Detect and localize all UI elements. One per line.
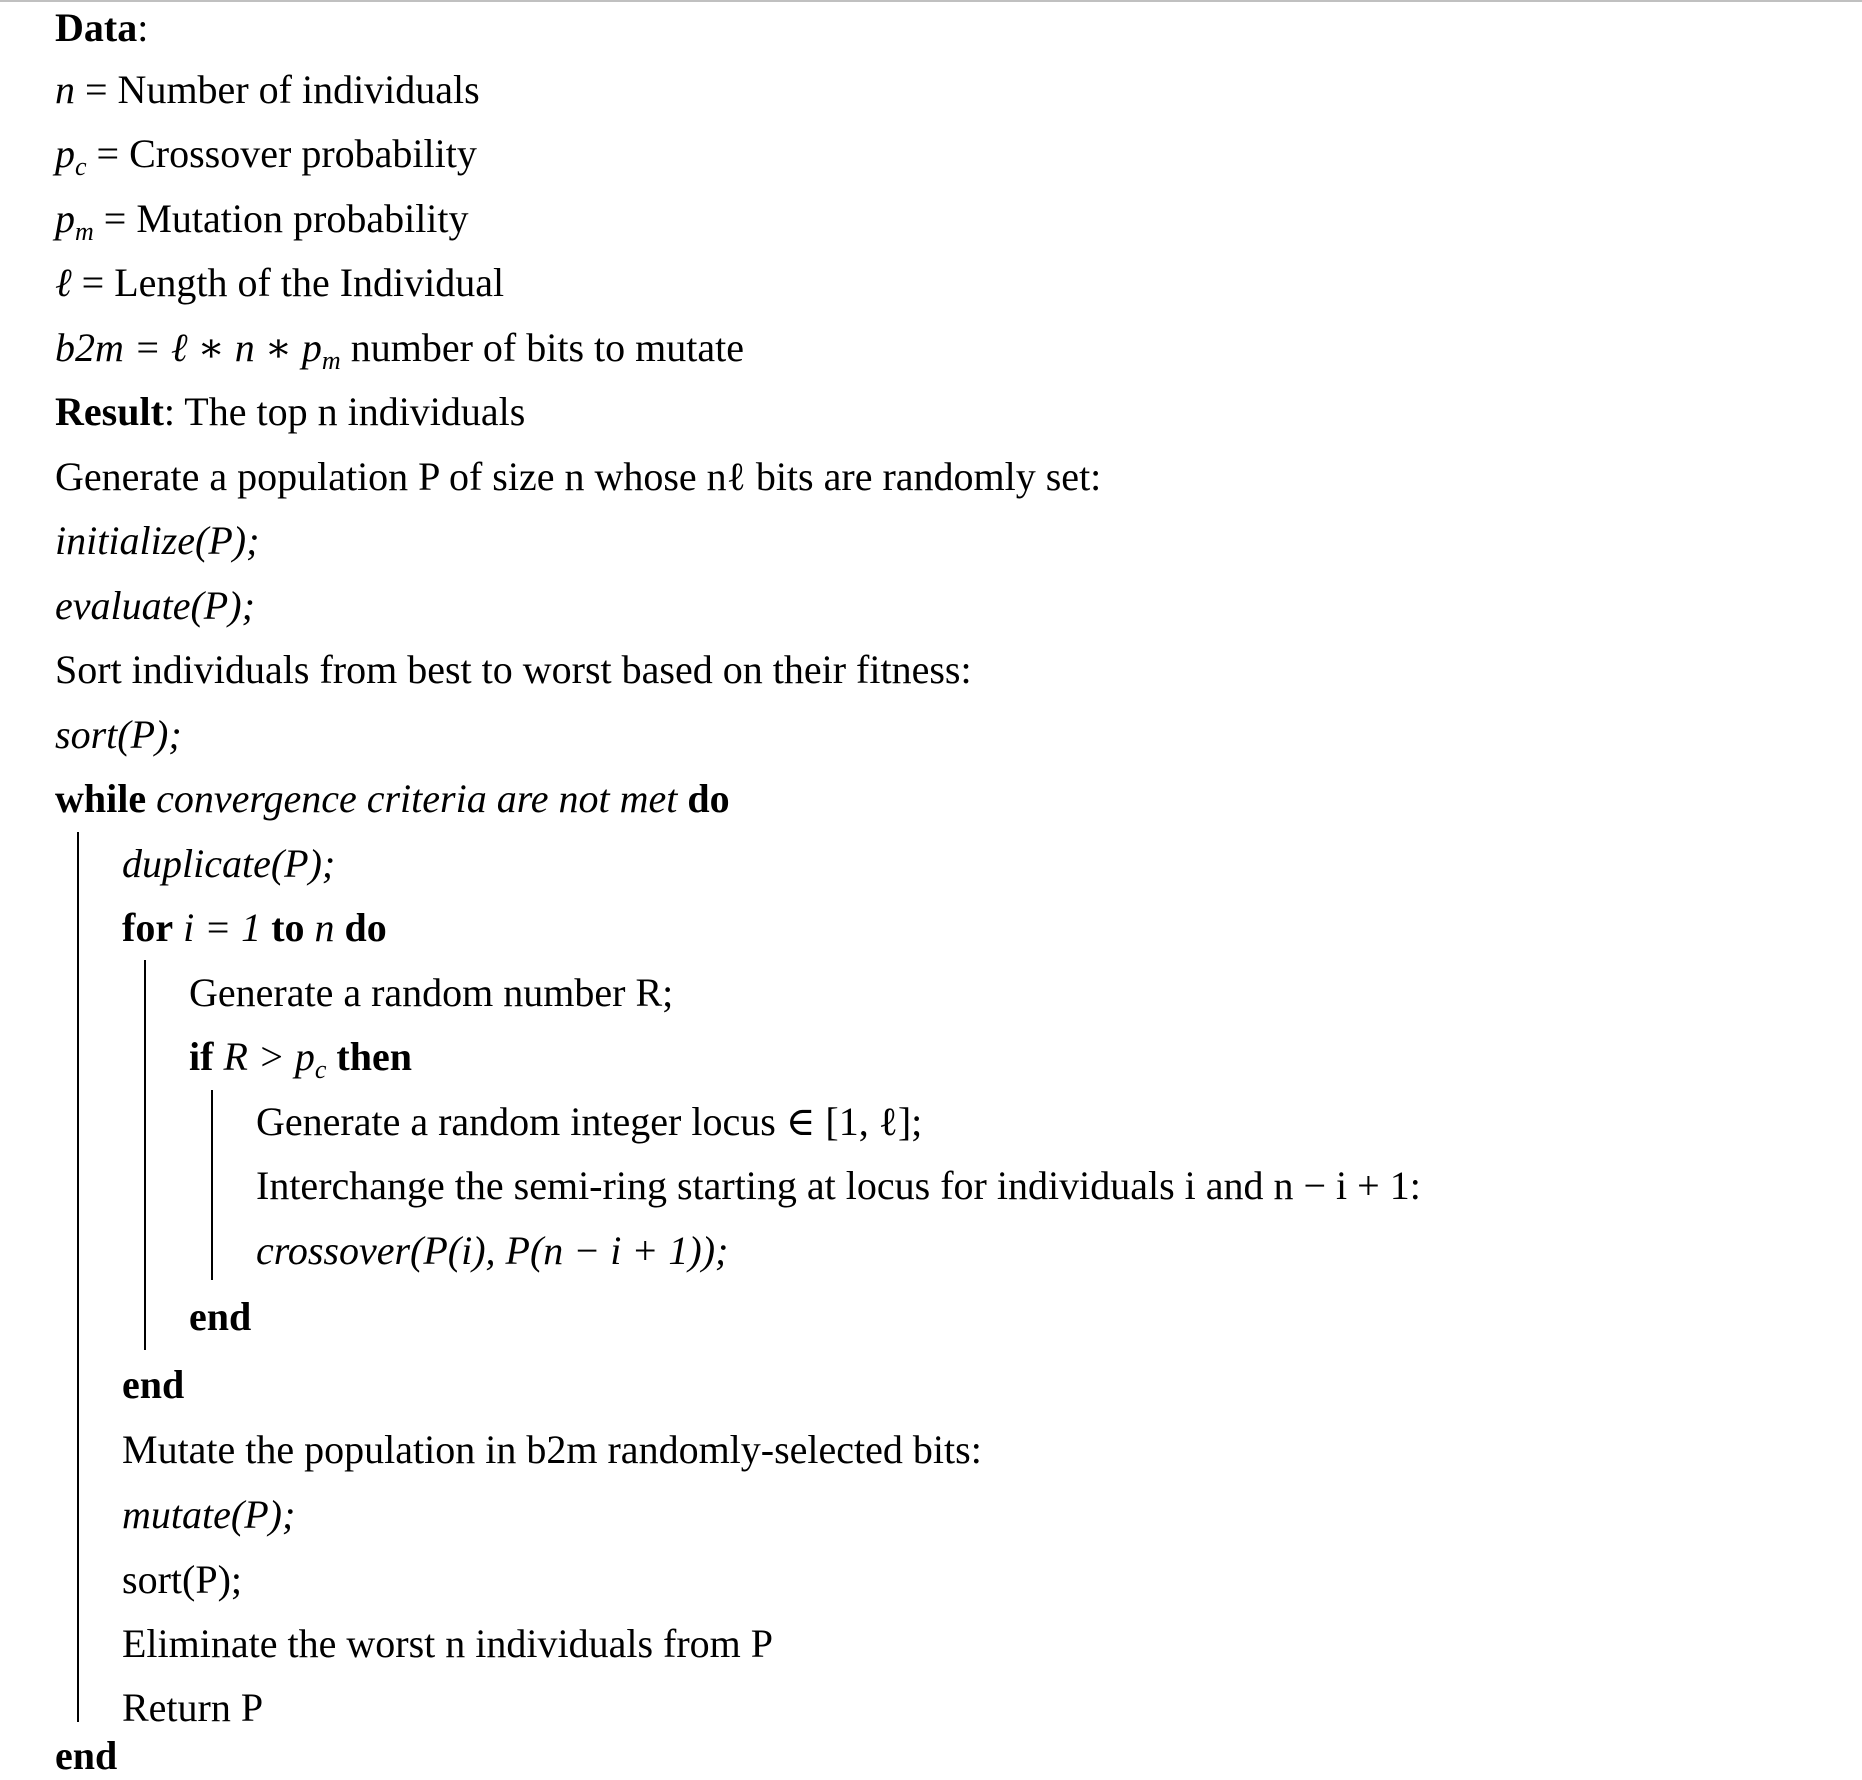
- top-rule: [0, 0, 1862, 2]
- line-sort-description: Sort individuals from best to worst based on their fitness:: [55, 647, 972, 692]
- line-interchange: Interchange the semi-ring starting at locus for individuals i and n − i + 1:: [256, 1163, 1421, 1208]
- line-sort: sort(P);: [55, 712, 182, 757]
- line-crossover: crossover(P(i), P(n − i + 1));: [256, 1228, 729, 1273]
- end-while: end: [55, 1733, 118, 1778]
- data-item-n: n = Number of individuals: [55, 67, 480, 112]
- line-sort-again: sort(P);: [122, 1557, 242, 1602]
- data-item-pc: $p_c$ = Crossover probability: [55, 131, 477, 181]
- line-mutate: mutate(P);: [122, 1492, 296, 1537]
- for-block-rule: [144, 960, 146, 1350]
- end-for: end: [122, 1362, 185, 1407]
- end-if: end: [189, 1294, 252, 1339]
- while-block-rule: [77, 832, 79, 1722]
- data-heading: Data:: [55, 5, 149, 50]
- line-duplicate: duplicate(P);: [122, 841, 336, 886]
- for-header: for i = 1 to n do: [122, 905, 387, 950]
- line-evaluate: evaluate(P);: [55, 583, 255, 628]
- data-item-pm: $p_m$ = Mutation probability: [55, 196, 469, 246]
- result-line: Result: The top n individuals: [55, 389, 526, 434]
- line-mutate-description: Mutate the population in b2m randomly-selected bits:: [122, 1427, 982, 1472]
- if-block-rule: [211, 1090, 213, 1280]
- line-generate-random: Generate a random number R;: [189, 970, 674, 1015]
- data-item-b2m: b2m = ℓ ∗ n ∗ $p_m$ number of bits to mutate: [55, 325, 744, 375]
- data-item-length: ℓ = Length of the Individual: [55, 260, 505, 305]
- line-generate-population: Generate a population P of size n whose nℓ bits are randomly set:: [55, 454, 1102, 499]
- line-generate-locus: Generate a random integer locus ∈ [1, ℓ];: [256, 1099, 923, 1144]
- line-eliminate: Eliminate the worst n individuals from P: [122, 1621, 774, 1666]
- if-header: if $R > p_c$ then: [189, 1034, 412, 1084]
- line-return: Return P: [122, 1685, 264, 1730]
- line-initialize: initialize(P);: [55, 518, 260, 563]
- while-header: while convergence criteria are not met do: [55, 776, 730, 821]
